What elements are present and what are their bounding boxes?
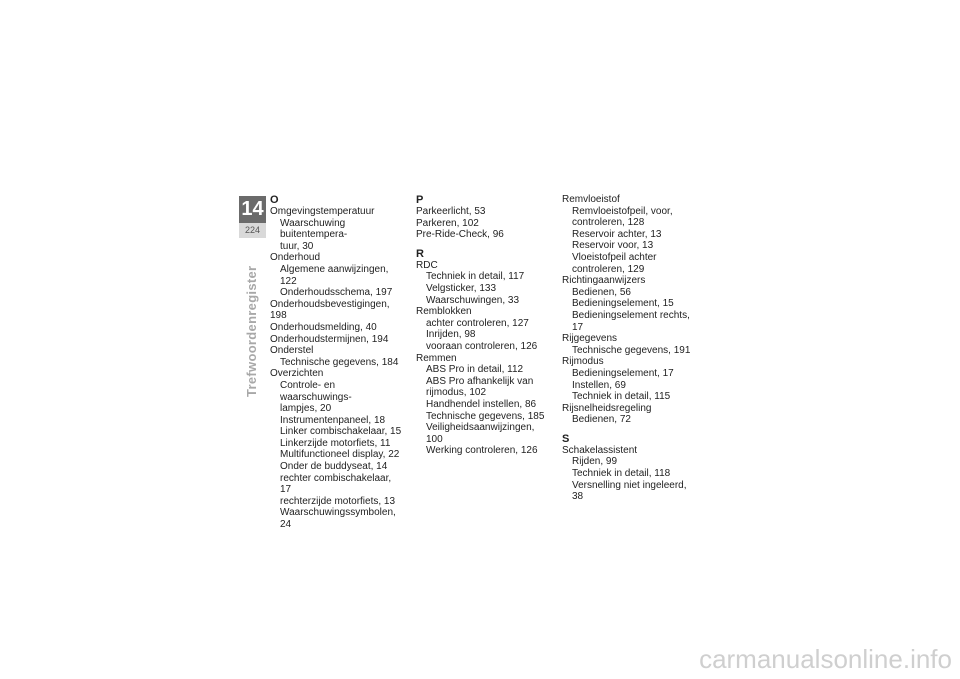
- index-subentry: Linkerzijde motorfiets, 11: [280, 437, 391, 449]
- index-subentry: rechter combischakelaar, 17: [280, 472, 392, 496]
- index-entry: Pre-Ride-Check, 96: [416, 229, 504, 241]
- index-entry: Parkeerlicht, 53: [416, 206, 486, 217]
- index-column-2: [416, 194, 551, 457]
- index-subentry: Reservoir achter, 13: [572, 228, 662, 240]
- index-subentry: Bedienen, 72: [572, 414, 631, 426]
- index-subentry: Bedienen, 56: [572, 286, 631, 298]
- index-subentry: vooraan controleren, 126: [426, 340, 538, 352]
- index-subentry: Handhendel instellen, 86: [426, 398, 537, 410]
- index-entry: Richtingaanwijzers: [562, 275, 646, 287]
- index-subentry: Algemene aanwijzingen, 122: [280, 263, 389, 287]
- index-subentry: Linker combischakelaar, 15: [280, 426, 402, 438]
- watermark: carmanualsonline.info: [699, 644, 952, 674]
- index-subentry: Controle- en waarschuwings-: [280, 379, 352, 403]
- index-subentry: Onder de buddyseat, 14: [280, 461, 388, 473]
- index-entry: Onderstel: [270, 345, 314, 357]
- index-subentry: Versnelling niet ingeleerd, 38: [572, 479, 687, 503]
- index-subentry: Velgsticker, 133: [426, 282, 497, 294]
- index-subentry: Waarschuwing buitentempera-: [280, 217, 348, 241]
- index-subentry: Techniek in detail, 118: [572, 468, 671, 480]
- index-entry: Overzichten: [270, 368, 324, 380]
- index-subentry: Rijden, 99: [572, 456, 618, 468]
- index-subentry: Technische gegevens, 191: [572, 344, 691, 356]
- index-subentry: ABS Pro in detail, 112: [426, 364, 524, 376]
- index-entry: Rijgegevens: [562, 333, 618, 345]
- index-entry: Parkeren, 102: [416, 217, 479, 229]
- index-subentry: lampjes, 20: [280, 403, 332, 415]
- index-subentry: controleren, 128: [572, 217, 645, 229]
- index-subentry: Remvloeistofpeil, voor,: [572, 205, 673, 217]
- index-subentry: rechterzijde motorfiets, 13: [280, 495, 396, 507]
- chapter-tab: [239, 196, 266, 238]
- index-subentry: Techniek in detail, 115: [572, 391, 671, 403]
- index-subentry: Instellen, 69: [572, 379, 626, 391]
- index-entry: Remmen: [416, 352, 457, 364]
- page-number: 224: [239, 223, 266, 238]
- index-entry: Onderhoudsmelding, 40: [270, 321, 377, 333]
- index-letter: S: [562, 432, 570, 445]
- index-entry: Omgevingstemperatuur: [270, 206, 375, 217]
- chapter-number: 14: [241, 198, 264, 220]
- index-subentry: Technische gegevens, 184: [280, 356, 399, 368]
- index-subentry: ABS Pro afhankelijk van: [426, 375, 534, 387]
- index-subentry: Veiligheidsaanwijzingen, 100: [426, 422, 535, 445]
- section-title-vertical: [245, 247, 261, 397]
- index-letter: O: [270, 194, 279, 206]
- index-subentry: Bedieningselement, 15: [572, 298, 674, 310]
- index-entry: Rijsnelheidsregeling: [562, 402, 652, 414]
- index-letter: R: [416, 247, 424, 260]
- index-subentry: Technische gegevens, 185: [426, 410, 545, 422]
- index-subentry: Werking controleren, 126: [426, 445, 538, 457]
- index-subentry: Bedieningselement, 17: [572, 367, 674, 379]
- index-subentry: Multifunctioneel display, 22: [280, 449, 400, 461]
- index-entry: Onderhoudsbevestigingen, 198: [270, 298, 390, 322]
- index-letter: P: [416, 194, 424, 206]
- index-entry: Schakelassistent: [562, 444, 638, 456]
- index-entry: Rijmodus: [562, 356, 604, 368]
- index-entry: RDC: [416, 259, 438, 271]
- index-subentry: rijmodus, 102: [426, 387, 487, 399]
- index-subentry: Onderhoudsschema, 197: [280, 287, 393, 299]
- index-column-3: [562, 194, 697, 503]
- index-subentry: Instrumentenpaneel, 18: [280, 414, 386, 426]
- index-entry: Remvloeistof: [562, 194, 620, 205]
- index-subentry: Vloeistofpeil achter: [572, 251, 657, 263]
- index-subentry: Waarschuwingssymbolen, 24: [280, 507, 396, 531]
- index-subentry: Techniek in detail, 117: [426, 271, 525, 283]
- index-entry: Remblokken: [416, 306, 472, 318]
- index-subentry: tuur, 30: [280, 240, 314, 252]
- index-entry: Onderhoud: [270, 252, 321, 264]
- index-subentry: Inrijden, 98: [426, 329, 476, 341]
- index-subentry: Reservoir voor, 13: [572, 240, 654, 252]
- index-subentry: controleren, 129: [572, 263, 645, 275]
- section-title: Trefwoordenregister: [244, 265, 259, 397]
- index-subentry: Bedieningselement rechts, 17: [572, 309, 690, 333]
- index-subentry: Waarschuwingen, 33: [426, 294, 520, 306]
- index-subentry: achter controleren, 127: [426, 317, 529, 329]
- index-entry: Onderhoudstermijnen, 194: [270, 333, 389, 345]
- index-column-1: [270, 194, 405, 531]
